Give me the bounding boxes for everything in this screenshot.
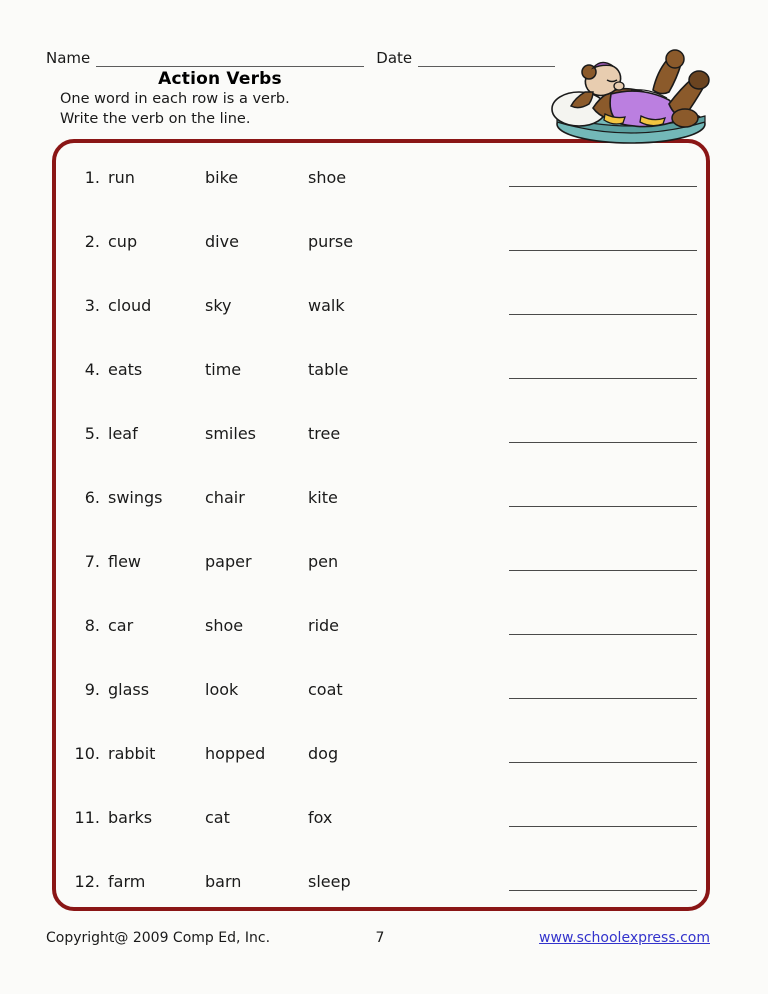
- table-row: [52, 871, 710, 935]
- copyright-text: Copyright@ 2009 Comp Ed, Inc.: [46, 930, 271, 946]
- word-option-2[interactable]: chair: [205, 488, 245, 507]
- answer-line[interactable]: [509, 506, 697, 507]
- website-link[interactable]: www.schoolexpress.com: [539, 930, 710, 946]
- answer-line[interactable]: [509, 826, 697, 827]
- word-option-3[interactable]: tree: [308, 424, 341, 443]
- word-option-2[interactable]: sky: [205, 296, 232, 315]
- row-number: 12.: [74, 872, 100, 891]
- answer-line[interactable]: [509, 890, 697, 891]
- word-option-1[interactable]: farm: [108, 872, 146, 891]
- word-option-2[interactable]: dive: [205, 232, 239, 251]
- page-number: 7: [375, 930, 385, 946]
- table-row: [52, 423, 710, 487]
- word-option-2[interactable]: hopped: [205, 744, 266, 763]
- row-number: 4.: [84, 360, 100, 379]
- instructions-line-1: One word in each row is a verb.: [60, 91, 290, 107]
- word-option-2[interactable]: barn: [205, 872, 242, 891]
- word-option-1[interactable]: glass: [108, 680, 150, 699]
- row-number: 3.: [84, 296, 100, 315]
- answer-line[interactable]: [509, 250, 697, 251]
- word-option-3[interactable]: fox: [308, 808, 333, 827]
- answer-line[interactable]: [509, 314, 697, 315]
- word-option-1[interactable]: flew: [108, 552, 142, 571]
- table-row: [52, 487, 710, 551]
- instructions-line-2: Write the verb on the line.: [60, 110, 251, 127]
- word-option-3[interactable]: walk: [308, 296, 345, 315]
- word-option-2[interactable]: look: [205, 680, 239, 699]
- word-option-3[interactable]: table: [308, 360, 349, 379]
- table-row: [52, 551, 710, 615]
- verb-rows-list: [52, 139, 710, 911]
- answer-line[interactable]: [509, 442, 697, 443]
- date-label: Date: [376, 49, 413, 67]
- word-option-1[interactable]: run: [108, 168, 135, 187]
- word-option-2[interactable]: shoe: [205, 616, 244, 635]
- row-number: 10.: [74, 744, 100, 763]
- word-option-1[interactable]: rabbit: [108, 744, 156, 763]
- word-option-2[interactable]: time: [205, 360, 242, 379]
- word-option-3[interactable]: shoe: [308, 168, 347, 187]
- word-option-2[interactable]: cat: [205, 808, 230, 827]
- word-option-1[interactable]: barks: [108, 808, 153, 827]
- page-footer: [0, 928, 768, 952]
- answer-line[interactable]: [509, 634, 697, 635]
- row-number: 6.: [84, 488, 100, 507]
- word-option-1[interactable]: cloud: [108, 296, 152, 315]
- word-option-3[interactable]: purse: [308, 232, 354, 251]
- word-option-1[interactable]: swings: [108, 488, 163, 507]
- table-row: [52, 743, 710, 807]
- word-option-1[interactable]: leaf: [108, 424, 138, 443]
- word-option-3[interactable]: dog: [308, 744, 339, 763]
- word-option-3[interactable]: sleep: [308, 872, 351, 891]
- answer-line[interactable]: [509, 570, 697, 571]
- word-option-3[interactable]: coat: [308, 680, 343, 699]
- sleeping-bear-icon: [545, 44, 717, 146]
- name-input-line[interactable]: [96, 51, 364, 67]
- row-number: 2.: [84, 232, 100, 251]
- word-option-1[interactable]: eats: [108, 360, 143, 379]
- answer-line[interactable]: [509, 698, 697, 699]
- answer-line[interactable]: [509, 186, 697, 187]
- word-option-2[interactable]: smiles: [205, 424, 256, 443]
- name-label: Name: [46, 49, 91, 67]
- table-row: [52, 679, 710, 743]
- word-option-3[interactable]: ride: [308, 616, 340, 635]
- table-row: [52, 615, 710, 679]
- word-option-2[interactable]: paper: [205, 552, 252, 571]
- row-number: 9.: [84, 680, 100, 699]
- word-option-2[interactable]: bike: [205, 168, 239, 187]
- word-option-1[interactable]: car: [108, 616, 134, 635]
- word-option-3[interactable]: pen: [308, 552, 339, 571]
- table-row: [52, 295, 710, 359]
- table-row: [52, 231, 710, 295]
- page-title: Action Verbs: [158, 69, 282, 89]
- row-number: 11.: [74, 808, 100, 827]
- table-row: [52, 807, 710, 871]
- word-option-1[interactable]: cup: [108, 232, 138, 251]
- row-number: 8.: [84, 616, 100, 635]
- row-number: 5.: [84, 424, 100, 443]
- instructions: [60, 90, 290, 129]
- row-number: 7.: [84, 552, 100, 571]
- row-number: 1.: [84, 168, 100, 187]
- answer-line[interactable]: [509, 762, 697, 763]
- word-option-3[interactable]: kite: [308, 488, 338, 507]
- table-row: [52, 167, 710, 231]
- date-input-line[interactable]: [418, 51, 555, 67]
- table-row: [52, 359, 710, 423]
- answer-line[interactable]: [509, 378, 697, 379]
